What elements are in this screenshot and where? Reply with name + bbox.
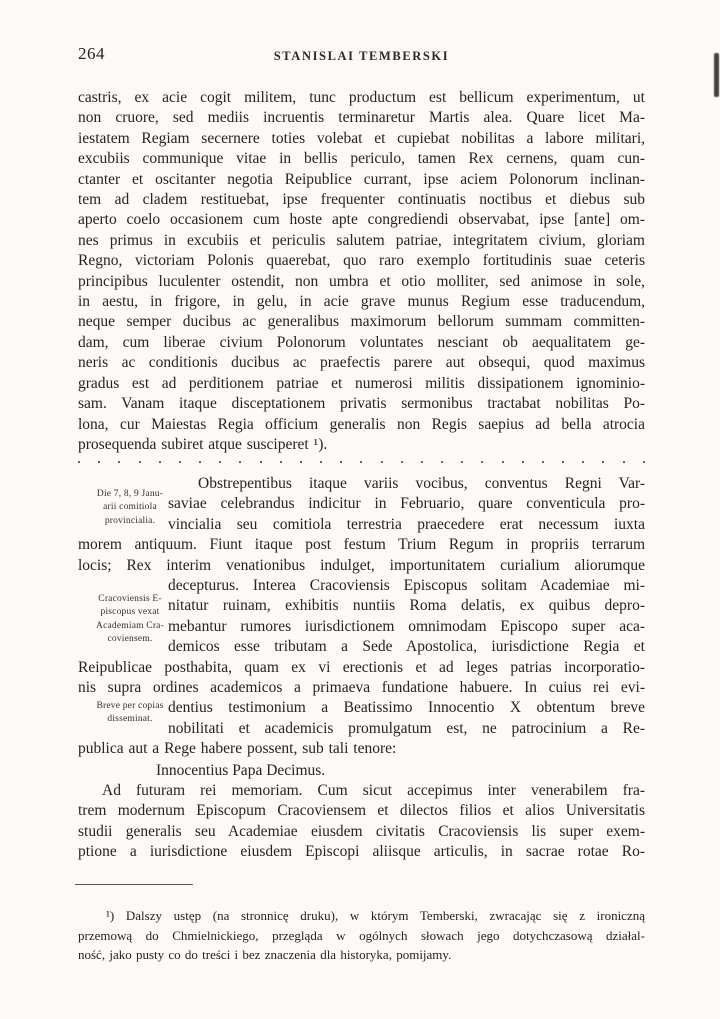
text-line: nes primus in excubiis et periculis salutem patriae, integritatem civium, gloriam — [78, 231, 645, 249]
text-line: neris ac conditionis ducibus ac praefectis parere aut obsequi, quod maximus — [78, 354, 645, 372]
dotted-separator — [78, 456, 645, 468]
text-line: non cruore, sed mediis incruentis terminaretur Martis alea. Quare licet Ma- — [78, 109, 645, 127]
paragraph-3 — [78, 781, 645, 863]
text-line: mebantur rumores iurisdictionem omnimodam Episcopo super aca- — [168, 617, 645, 635]
text-line: provincialia. — [104, 515, 156, 526]
separator-dot — [280, 461, 282, 463]
text-line: przemową do Chmielnickiego, przegląda w ogólnych słowach jego dotychczasową działal- — [78, 927, 645, 943]
separator-dot — [300, 461, 302, 463]
separator-dot — [360, 461, 362, 463]
page-number: 264 — [78, 44, 105, 63]
separator-dot — [340, 461, 342, 463]
text-line: Cracoviensis E- — [98, 594, 162, 604]
text-line: studii generalis seu Academiae eiusdem civitatis Cracoviensis lis super exem- — [78, 822, 645, 840]
text-line: dam, cum liberae civium Polonorum voluntates nesciant ob aequalitatem ge- — [78, 333, 645, 351]
text-line: iestatem Regiam secernere toties volebat et cupiebat nobilitas a labore militari, — [78, 129, 645, 147]
text-line: decepturus. Interea Cracoviensis Episcopus solitam Academiae mi- — [168, 577, 645, 595]
text-line: Academiam Cra- — [96, 620, 164, 631]
text-line: publica aut a Rege habere possent, sub tali tenore: — [78, 740, 397, 758]
text-line: coviensem. — [107, 634, 153, 645]
text-line: dentius testimonium a Beatissimo Innocentio X obtentum breve — [168, 699, 645, 717]
text-line: nis supra ordines academicos a primaeva fundatione habuere. In cuius rei evi- — [78, 679, 645, 697]
separator-dot — [320, 461, 322, 463]
text-line: Ad futuram rei memoriam. Cum sicut accepimus inter venerabilem fra- — [102, 782, 645, 799]
scan-artifact-right-edge — [714, 53, 719, 97]
text-line: nitatur ruinam, exhibitis nuntiis Roma delatis, ex quibus depro- — [168, 597, 645, 615]
running-header: STANISLAI TEMBERSKI — [273, 49, 450, 63]
text-line: ctanter et oscitanter negotia Reipublice currant, ipse aciem Polonorum inclinan- — [78, 170, 645, 188]
separator-dot — [159, 461, 161, 463]
text-line: Obstrepentibus itaque variis vocibus, conventus Regni Var- — [198, 475, 645, 492]
separator-dot — [381, 461, 383, 463]
separator-dot — [78, 461, 80, 463]
text-line: vincialia seu comitiola terrestria praecedere erat necessum iuxta — [168, 515, 645, 533]
text-line: Breve per copias — [96, 701, 164, 711]
text-line: ¹) Dalszy ustęp (na stronnicę druku), w którym Temberski, zwracając się z ironiczną — [106, 908, 645, 923]
separator-dot — [562, 461, 564, 463]
text-line: Regno, victoriam Polonis quaerebat, quo raro exemplo fortitudinis suae ceteris — [78, 252, 645, 270]
text-line: piscopus vexat — [100, 607, 160, 618]
paragraph-2 — [78, 474, 645, 760]
separator-dot — [542, 461, 544, 463]
separator-dot — [623, 461, 625, 463]
text-line: disseminat. — [107, 714, 153, 725]
text-line: trem modernum Episcopum Cracoviensem et dilectos filios et alios Universitatis — [78, 802, 645, 820]
separator-dot — [239, 461, 241, 463]
separator-dot — [401, 461, 403, 463]
text-line: ność, jako pusty co do treści i bez znaczenia dla historyka, pomijamy. — [78, 947, 452, 962]
separator-dot — [421, 461, 423, 463]
text-line: castris, ex acie cogit militem, tunc productum est bellicum experimentum, ut — [78, 89, 645, 106]
separator-dot — [260, 461, 262, 463]
text-line: ptione a iurisdictione eiusdem Episcopi aliisque articulis, in sacrae rotae Ro- — [78, 843, 645, 861]
footnote — [78, 906, 645, 965]
paragraph-1 — [78, 88, 645, 455]
separator-dot — [522, 461, 524, 463]
text-line: lona, cur Maiestas Regia officium generalis non Regis saepius ad bella atrocia — [78, 415, 645, 433]
text-line: in aestu, in frigore, in gelu, in acie grave munus Regium esse traducendum, — [78, 293, 645, 311]
text-line: neque semper ducibus ac generalibus maximorum bellorum summam committen- — [78, 313, 645, 331]
separator-dot — [643, 461, 645, 463]
text-line: tem ad cladem restituebat, ipse frequenter continuatis noctibus et diebus sub — [78, 191, 645, 209]
separator-dot — [98, 461, 100, 463]
separator-dot — [582, 461, 584, 463]
text-line: sam. Vanam itaque disceptationem privatis sermonibus tractabat nobilitas Po- — [78, 395, 645, 413]
text-line: principibus luculenter ostendit, non umbra et otio molliter, sed animose in sole, — [78, 272, 645, 290]
separator-dot — [481, 461, 483, 463]
separator-dot — [139, 461, 141, 463]
separator-dot — [602, 461, 604, 463]
text-line: prosequenda subiret atque susciperet ¹). — [78, 435, 328, 453]
separator-dot — [118, 461, 120, 463]
separator-dot — [441, 461, 443, 463]
separator-dot — [502, 461, 504, 463]
separator-dot — [199, 461, 201, 463]
text-line: Die 7, 8, 9 Janu- — [96, 489, 164, 499]
text-line: excubiis communique vitae in bellis periculo, tamen Rex cernens, quam cun- — [78, 150, 645, 168]
salutation-line: Innocentius Papa Decimus. — [156, 762, 326, 779]
text-line: arii comitiola — [103, 502, 157, 513]
text-line: morem antiquum. Fiunt itaque post festum Trium Regum in propriis terrarum — [78, 536, 645, 554]
text-line: nobilitati et academicis promulgatum est, ne patrocinium a Re- — [168, 719, 645, 737]
separator-dot — [461, 461, 463, 463]
text-line: gradus est ad perditionem patriae et numerosi militis dissipationem ignominio- — [78, 374, 645, 392]
text-line: demicos esse tributam a Sede Apostolica, iurisdictione Regia et — [168, 638, 645, 656]
text-line: aperto coelo occasionem cum hoste apte congrediendi observabat, ipse [ante] om- — [78, 211, 645, 229]
footnote-rule — [75, 884, 193, 885]
text-line: locis; Rex interim venationibus indulget, importunitatem curialium aliorumque — [78, 556, 645, 574]
separator-dot — [219, 461, 221, 463]
separator-dot — [179, 461, 181, 463]
text-line: saviae celebrandus indicitur in Februario, quare conventicula pro- — [168, 495, 645, 513]
text-line: Reipublicae posthabita, quam ex vi erectionis et ad leges patrias incorporatio- — [78, 658, 645, 676]
